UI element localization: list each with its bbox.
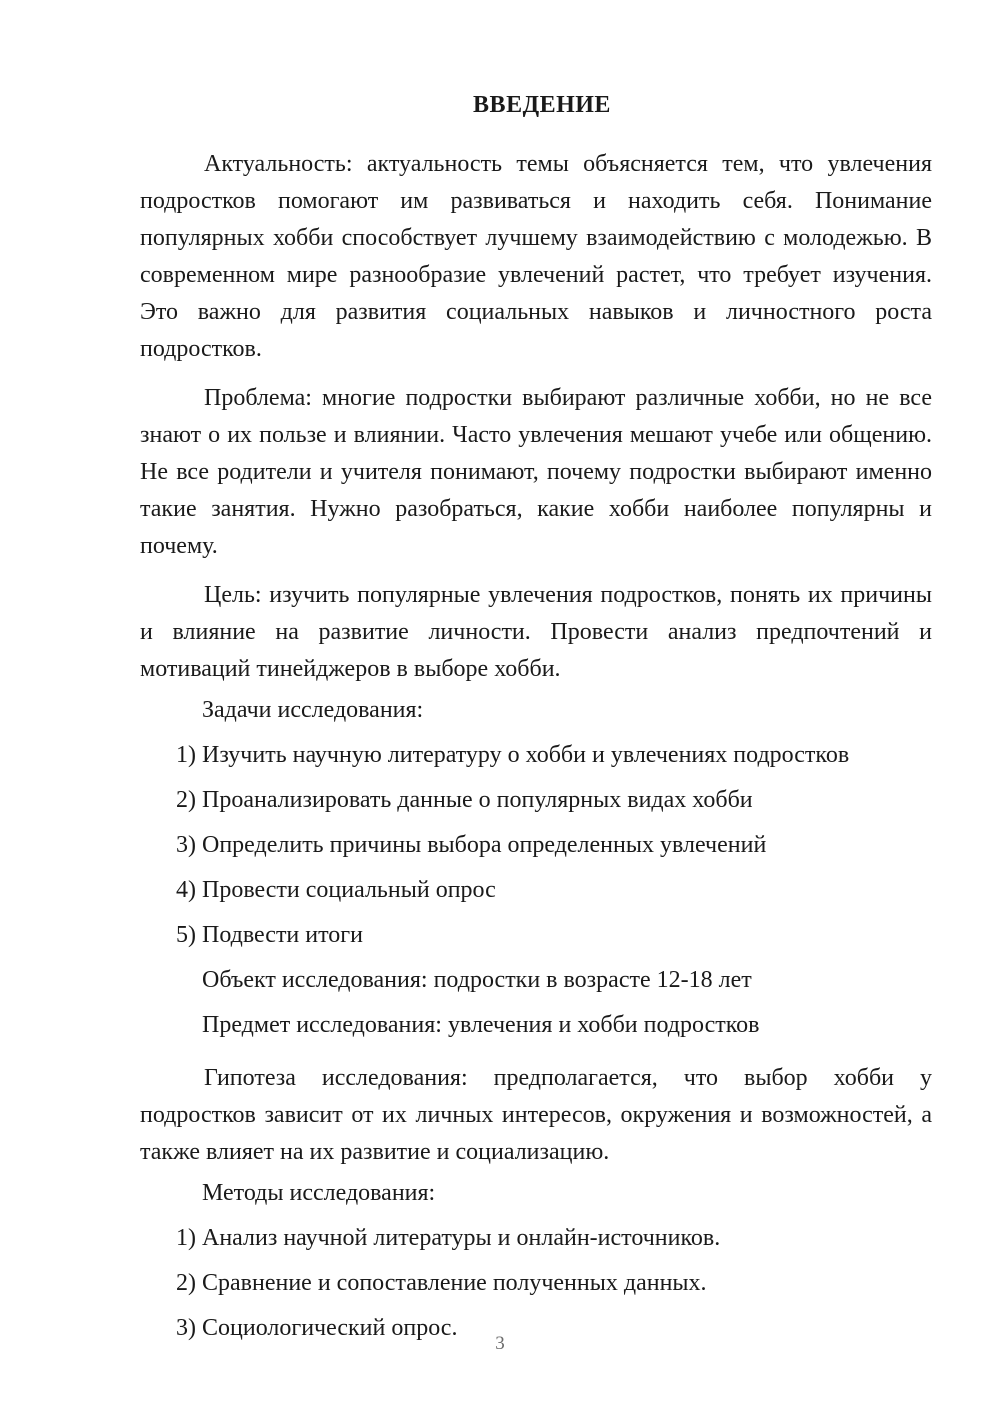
list-item: 2) Проанализировать данные о популярных видах хобби [176, 787, 753, 813]
tasks-list [140, 733, 932, 958]
page-title: ВВЕДЕНИЕ [473, 92, 611, 118]
paragraph-hypothesis: Гипотеза исследования: предполагается, что выбор хобби у подростков зависит от их личных интересов, окружения и возможностей, а также влияет на их развитие и социализацию. [140, 1065, 932, 1165]
list-item: 3) Социологический опрос. [176, 1315, 458, 1341]
list-item: 1) Анализ научной литературы и онлайн-источников. [176, 1225, 721, 1251]
object-of-study-line: Объект исследования: подростки в возрасте 12-18 лет [202, 967, 752, 993]
list-item: 5) Подвести итоги [176, 922, 363, 948]
paragraph-relevance: Актуальность: актуальность темы объясняется тем, что увлечения подростков помогают им развиваться и находить себя. Понимание популярных хобби способствует лучшему взаимодействию с молодежью. В современном мире разнообразие увлечений растет, что требует изучения. Это важно для развития социальных навыков и личностного роста подростков. [140, 151, 932, 362]
page-number: 3 [495, 1333, 505, 1354]
subject-of-study-line: Предмет исследования: увлечения и хобби подростков [202, 1012, 760, 1038]
methods-list [140, 1216, 932, 1351]
paragraph-goal: Цель: изучить популярные увлечения подростков, понять их причины и влияние на развитие личности. Провести анализ предпочтений и мотиваций тинейджеров в выборе хобби. [140, 582, 932, 682]
document-content [140, 0, 932, 1351]
tasks-heading: Задачи исследования: [202, 697, 424, 723]
list-item: 2) Сравнение и сопоставление полученных данных. [176, 1270, 707, 1296]
list-item: 3) Определить причины выбора определенных увлечений [176, 832, 767, 858]
methods-heading: Методы исследования: [202, 1180, 436, 1206]
list-item: 1) Изучить научную литературу о хобби и увлечениях подростков [176, 742, 850, 768]
paragraph-problem: Проблема: многие подростки выбирают различные хобби, но не все знают о их пользе и влиянии. Часто увлечения мешают учебе или общению. Не все родители и учителя понимают, почему подростки выбирают именно такие занятия. Нужно разобраться, какие хобби наиболее популярны и почему. [140, 385, 932, 559]
list-item: 4) Провести социальный опрос [176, 877, 496, 903]
